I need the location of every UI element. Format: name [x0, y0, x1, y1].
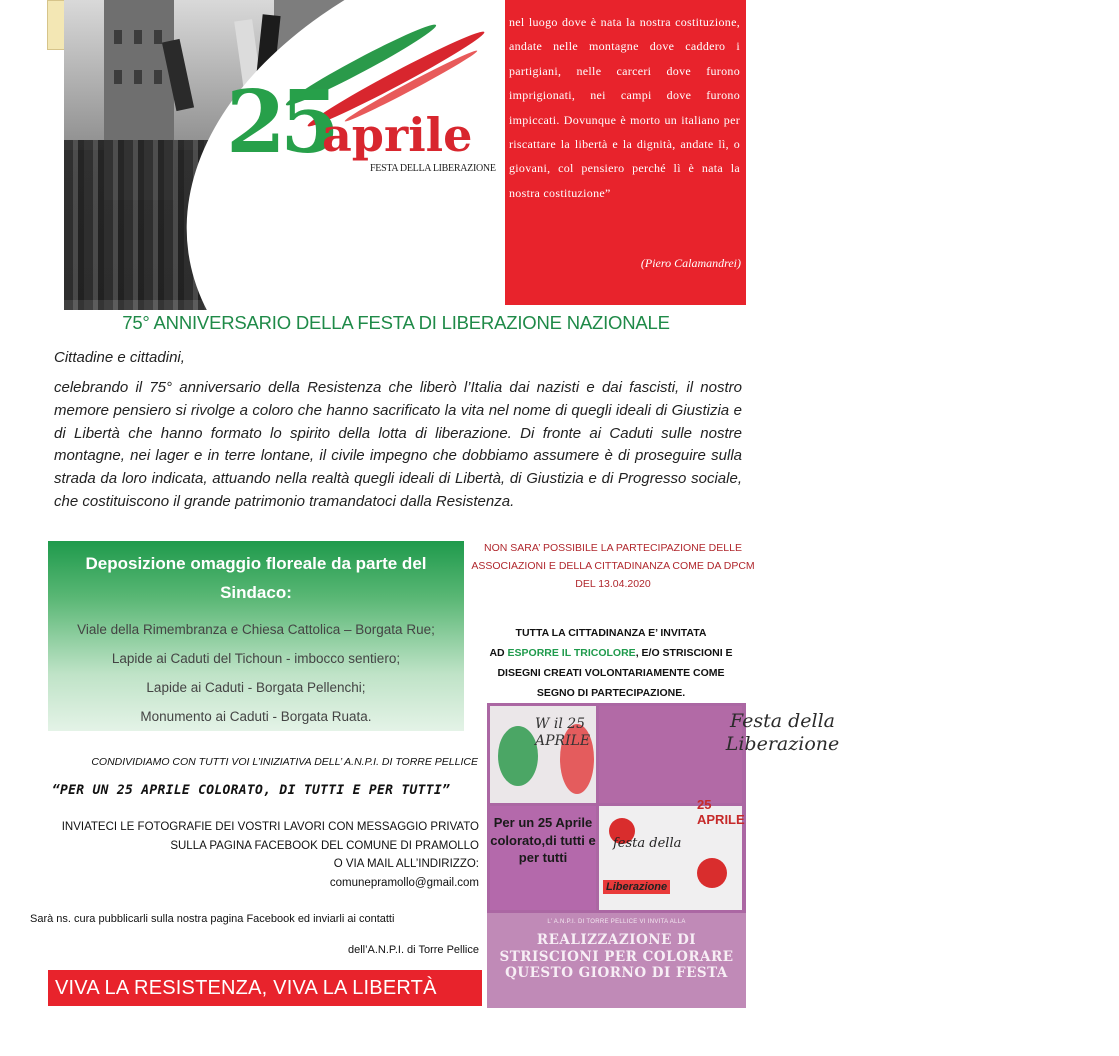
anpi-instructions	[0, 818, 479, 892]
invitation-line: DISEGNI CREATI VOLONTARIAMENTE COME	[497, 667, 725, 679]
publish-note: Sarà ns. cura pubblicarli sulla nostra pagina Facebook ed inviarli ai contatti	[30, 913, 395, 925]
aprile-logo	[226, 36, 506, 186]
poster-w25: W il 25 APRILE	[535, 716, 591, 749]
quote-text: nel luogo dove è nata la nostra costituzione, andate nelle montagne dove caddero i partigiani, nelle carceri dove furono imprigionati, nei campi dove furono impiccati. Dovunque è morto un italiano per riscattare la libertà e la dignità, andate lì, o giovani, col pensiero perché lì è nata la nostra costituzione”	[509, 15, 740, 200]
anpi-slogan: “PER UN 25 APRILE COLORATO, DI TUTTI E PER TUTTI”	[51, 783, 451, 798]
instruction-line: SULLA PAGINA FACEBOOK DEL COMUNE DI PRAMOLLO	[170, 839, 479, 852]
email-link[interactable]: comunepramollo@gmail.com	[329, 876, 479, 889]
ceremony-list	[48, 615, 464, 731]
invitation-notice	[466, 623, 756, 703]
body-paragraph: celebrando il 75° anniversario della Resistenza che liberò l’Italia dai nazisti e dai fascisti, il nostro memore pensiero si rivolge a coloro che hanno sacrificato la vita nel nome di quegli ideali di Giustizia e di Libertà che hanno formato lo spirito della lotta di liberazione. Di fronte ai Caduti sulle nostre montagne, nei lager e in terre lontane, il civile impegno che dobbiamo assumere è di proseguire sulla strada da loro indicata, attuando nella realtà quegli ideali di Libertà, di Giustizia e di Progresso sociale, che costituiscono il grande patrimonio tramandatoci dalla Resistenza.	[54, 379, 742, 510]
greeting: Cittadine e cittadini,	[54, 349, 185, 366]
list-item: Viale della Rimembranza e Chiesa Cattolica – Borgata Rue;	[77, 622, 435, 637]
viva-banner: VIVA LA RESISTENZA, VIVA LA LIBERTÀ	[48, 970, 482, 1006]
logo-number: 25	[226, 72, 334, 173]
poster-festa-della: festa della	[613, 836, 682, 851]
invitation-line	[466, 643, 756, 663]
poster-small-text: L’ A.N.P.I. DI TORRE PELLICE VI INVITA ALLA	[547, 919, 686, 925]
invitation-text: , E/O STRISCIONI E	[635, 647, 733, 659]
ceremony-title: Deposizione omaggio floreale da parte del Sindaco:	[85, 554, 427, 602]
invitation-line: SEGNO DI PARTECIPAZIONE.	[536, 687, 686, 699]
poster-25: 25 APRILE	[697, 797, 745, 827]
poster-slogan: Per un 25 Aprile colorato,di tutti e per tutti	[490, 815, 596, 865]
tricolore-highlight: ESPORRE IL TRICOLORE	[507, 647, 636, 659]
poster-liberazione: Liberazione	[603, 880, 670, 894]
anpi-poster	[487, 703, 840, 1008]
logo-word: aprile	[322, 108, 473, 162]
poster-tile	[490, 706, 596, 803]
list-item: Lapide ai Caduti - Borgata Pellenchi;	[146, 680, 366, 695]
restriction-notice: NON SARA’ POSSIBILE LA PARTECIPAZIONE DELLE ASSOCIAZIONI E DELLA CITTADINANZA COME DA DPCM DEL 13.04.2020	[471, 542, 755, 590]
green-paint-blot	[498, 726, 538, 786]
poster-festa: Festa della Liberazione	[725, 710, 840, 755]
list-item: Lapide ai Caduti del Tichoun - imbocco sentiero;	[111, 651, 401, 666]
anpi-share-line: CONDIVIDIAMO CON TUTTI VOI L’INIZIATIVA DELL’ A.N.P.I. DI TORRE PELLICE	[91, 756, 478, 768]
invitation-line: TUTTA LA CITTADINANZA E’ INVITATA	[515, 627, 707, 639]
instruction-line: O VIA MAIL ALL’INDIRIZZO:	[333, 858, 479, 870]
poppy-icon	[697, 858, 727, 888]
ceremony-box	[48, 541, 464, 731]
page-title: 75° ANNIVERSARIO DELLA FESTA DI LIBERAZIONE NAZIONALE	[122, 312, 670, 333]
publish-note-2: dell’A.N.P.I. di Torre Pellice	[347, 944, 479, 956]
logo-subtitle: FESTA DELLA LIBERAZIONE	[370, 163, 496, 174]
poster-big-text: REALIZZAZIONE DI STRISCIONI PER COLORARE QUESTO GIORNO DI FESTA	[499, 932, 734, 981]
poster-tile	[599, 706, 840, 803]
quote-author: (Piero Calamandrei)	[640, 256, 741, 270]
invitation-text: AD	[489, 647, 508, 659]
list-item: Monumento ai Caduti - Borgata Ruata.	[140, 709, 372, 724]
instruction-line: INVIATECI LE FOTOGRAFIE DEI VOSTRI LAVORI CON MESSAGGIO PRIVATO	[61, 821, 479, 833]
